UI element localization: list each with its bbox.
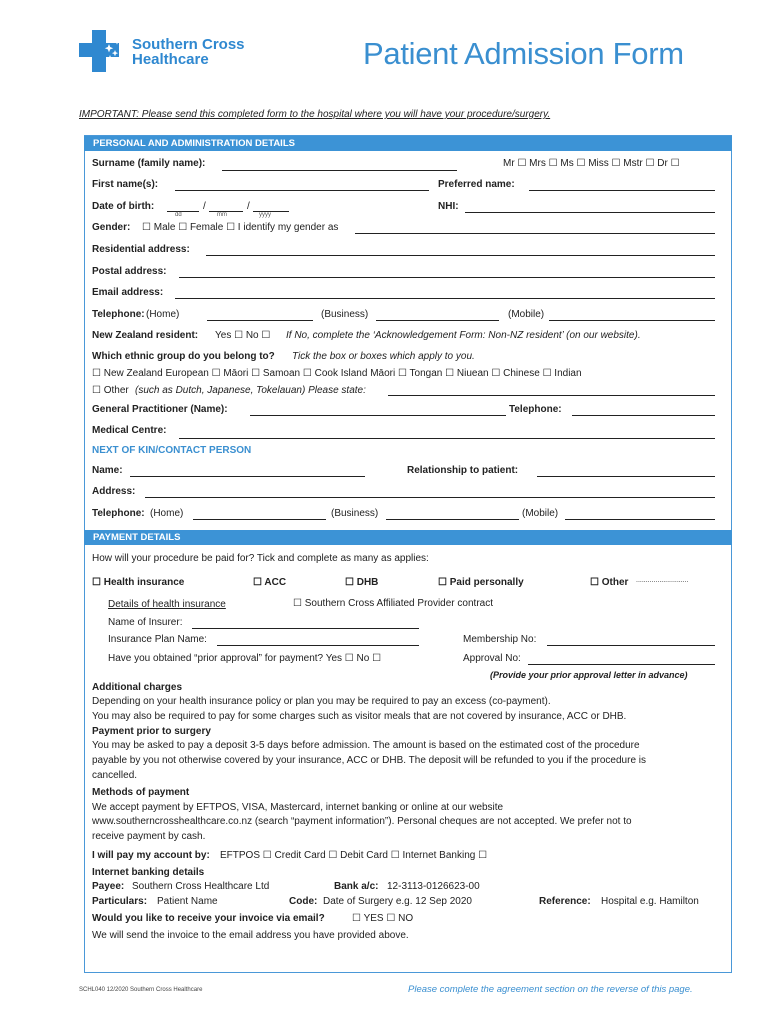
ethnic-other-note: (such as Dutch, Japanese, Tokelauan) Please state: <box>135 385 366 396</box>
gender-options[interactable]: ☐ Male ☐ Female ☐ I identify my gender as <box>142 222 339 233</box>
dob-yyyy-hint: yyyy <box>259 212 271 218</box>
gp-telephone-field[interactable] <box>572 415 715 416</box>
gender-label: Gender: <box>92 222 131 233</box>
kin-telephone-business-field[interactable] <box>386 519 519 520</box>
gp-name-field[interactable] <box>250 415 506 416</box>
invoice-email-options[interactable]: ☐ YES ☐ NO <box>352 913 414 924</box>
gp-telephone-label: Telephone: <box>509 404 562 415</box>
preferred-name-field[interactable] <box>529 190 715 191</box>
dob-dd-hint: dd <box>175 212 182 218</box>
surname-label: Surname (family name): <box>92 158 206 169</box>
cross-logo-icon <box>79 30 125 72</box>
code-value: Date of Surgery e.g. 12 Sep 2020 <box>323 896 472 907</box>
dob-day-field[interactable] <box>167 211 199 212</box>
bank-account-value: 12-3113-0126623-00 <box>387 881 480 892</box>
logo <box>79 30 125 72</box>
reference-value: Hospital e.g. Hamilton <box>601 896 699 907</box>
important-note: IMPORTANT: Please send this completed form to the hospital where you will have your procedure/surgery. <box>79 109 551 120</box>
telephone-mobile-label: (Mobile) <box>508 309 545 320</box>
kin-address-field[interactable] <box>145 497 715 498</box>
dob-separator: / <box>247 201 250 212</box>
ethnic-other-option[interactable]: ☐ Other <box>92 385 129 396</box>
kin-address-label: Address: <box>92 486 136 497</box>
invoice-email-note: We will send the invoice to the email address you have provided above. <box>92 930 409 941</box>
payment-option-health-insurance[interactable]: ☐ Health insurance <box>92 577 185 588</box>
section-heading-payment: PAYMENT DETAILS <box>84 530 732 545</box>
ethnic-group-label: Which ethnic group do you belong to? <box>92 351 275 362</box>
payment-prior-text: cancelled. <box>92 770 138 781</box>
kin-telephone-mobile-label: (Mobile) <box>522 508 559 519</box>
kin-telephone-mobile-field[interactable] <box>565 519 715 520</box>
gp-name-label: General Practitioner (Name): <box>92 404 228 415</box>
nz-resident-label: New Zealand resident: <box>92 330 199 341</box>
payee-value: Southern Cross Healthcare Ltd <box>132 881 270 892</box>
telephone-business-label: (Business) <box>321 309 369 320</box>
dob-separator: / <box>203 201 206 212</box>
ethnic-other-field[interactable] <box>388 395 715 396</box>
kin-relationship-label: Relationship to patient: <box>407 465 519 476</box>
nhi-field[interactable] <box>465 212 715 213</box>
insurer-name-field[interactable] <box>192 628 419 629</box>
payment-question: How will your procedure be paid for? Tick and complete as many as applies: <box>92 553 429 564</box>
payee-label: Payee: <box>92 881 125 892</box>
insurer-name-label: Name of Insurer: <box>108 617 183 628</box>
payment-other-field[interactable]: ........................... <box>636 577 689 584</box>
particulars-label: Particulars: <box>92 896 148 907</box>
section-heading-personal: PERSONAL AND ADMINISTRATION DETAILS <box>84 136 732 151</box>
telephone-mobile-field[interactable] <box>549 320 715 321</box>
payment-prior-heading: Payment prior to surgery <box>92 726 211 737</box>
methods-text: www.southerncrosshealthcare.co.nz (search “payment information”). Personal cheques are not accepted. We prefer not to <box>92 816 632 827</box>
kin-telephone-business-label: (Business) <box>331 508 379 519</box>
email-address-label: Email address: <box>92 287 164 298</box>
first-names-label: First name(s): <box>92 179 159 190</box>
footer-note: Please complete the agreement section on the reverse of this page. <box>408 984 693 995</box>
prior-approval-question[interactable]: Have you obtained “prior approval” for payment? Yes ☐ No ☐ <box>108 653 382 664</box>
methods-text: We accept payment by EFTPOS, VISA, Mastercard, internet banking or online at our website <box>92 802 504 813</box>
nhi-label: NHI: <box>438 201 459 212</box>
membership-number-label: Membership No: <box>463 634 537 645</box>
kin-relationship-field[interactable] <box>537 476 715 477</box>
kin-name-field[interactable] <box>130 476 365 477</box>
membership-number-field[interactable] <box>547 645 715 646</box>
kin-telephone-home-field[interactable] <box>193 519 326 520</box>
code-label: Code: <box>289 896 318 907</box>
kin-telephone-home-label: (Home) <box>150 508 184 519</box>
brand-line1: Southern Cross <box>132 36 245 53</box>
section-heading-kin: NEXT OF KIN/CONTACT PERSON <box>92 445 252 456</box>
payment-prior-text: You may be asked to pay a deposit 3-5 days before admission. The amount is based on the estimated cost of the procedure <box>92 740 640 751</box>
payment-option-acc[interactable]: ☐ ACC <box>253 577 287 588</box>
ethnic-group-options[interactable]: ☐ New Zealand European ☐ Māori ☐ Samoan ☐ Cook Island Māori ☐ Tongan ☐ Niuean ☐ Chinese ☐ Indian <box>92 368 582 379</box>
preferred-name-label: Preferred name: <box>438 179 515 190</box>
payment-option-dhb[interactable]: ☐ DHB <box>345 577 379 588</box>
affiliated-provider-checkbox[interactable]: ☐ Southern Cross Affiliated Provider contract <box>293 598 493 609</box>
title-checkboxes[interactable]: Mr ☐ Mrs ☐ Ms ☐ Miss ☐ Mstr ☐ Dr ☐ <box>503 158 680 169</box>
approval-number-label: Approval No: <box>463 653 521 664</box>
additional-charges-heading: Additional charges <box>92 682 183 693</box>
reference-label: Reference: <box>539 896 591 907</box>
additional-charges-text: Depending on your health insurance policy or plan you may be required to pay an excess (co-payment). <box>92 696 551 707</box>
brand-name <box>132 37 245 67</box>
postal-address-label: Postal address: <box>92 266 167 277</box>
banking-heading: Internet banking details <box>92 867 205 878</box>
particulars-value: Patient Name <box>157 896 218 907</box>
insurance-plan-label: Insurance Plan Name: <box>108 634 207 645</box>
first-names-field[interactable] <box>175 190 429 191</box>
telephone-business-field[interactable] <box>376 320 499 321</box>
payment-prior-text: payable by you not otherwise covered by your insurance, ACC or DHB. The deposit will be refunded to you if the procedure is <box>92 755 647 766</box>
email-address-field[interactable] <box>175 298 715 299</box>
medical-centre-field[interactable] <box>179 438 715 439</box>
telephone-home-field[interactable] <box>207 320 313 321</box>
approval-number-field[interactable] <box>528 664 715 665</box>
dob-mm-hint: mm <box>217 212 227 218</box>
medical-centre-label: Medical Centre: <box>92 425 167 436</box>
nz-resident-options[interactable]: Yes ☐ No ☐ <box>215 330 271 341</box>
methods-heading: Methods of payment <box>92 787 190 798</box>
insurance-plan-field[interactable] <box>217 645 419 646</box>
kin-telephone-label: Telephone: <box>92 508 145 519</box>
payment-option-paid-personally[interactable]: ☐ Paid personally <box>438 577 524 588</box>
invoice-email-question: Would you like to receive your invoice via email? <box>92 913 325 924</box>
pay-account-label: I will pay my account by: <box>92 850 210 861</box>
gender-identity-field[interactable] <box>355 233 715 234</box>
approval-letter-note: (Provide your prior approval letter in advance) <box>490 670 688 680</box>
footer-code: SCHL040 12/2020 Southern Cross Healthcare <box>79 987 203 993</box>
nz-resident-note: If No, complete the ‘Acknowledgement Form: Non-NZ resident’ (on our website). <box>286 330 641 341</box>
page-title: Patient Admission Form <box>363 36 684 71</box>
surname-field[interactable] <box>222 170 457 171</box>
bank-account-label: Bank a/c: <box>334 881 379 892</box>
telephone-label: Telephone: <box>92 309 145 320</box>
ethnic-group-note: Tick the box or boxes which apply to you. <box>292 351 475 362</box>
methods-text: receive payment by cash. <box>92 831 206 842</box>
brand-line2: Healthcare <box>132 51 209 68</box>
residential-address-field[interactable] <box>206 255 715 256</box>
kin-name-label: Name: <box>92 465 123 476</box>
residential-address-label: Residential address: <box>92 244 190 255</box>
pay-account-options[interactable]: EFTPOS ☐ Credit Card ☐ Debit Card ☐ Internet Banking ☐ <box>220 850 488 861</box>
telephone-home-label: (Home) <box>146 309 180 320</box>
payment-option-other[interactable]: ☐ Other <box>590 577 629 588</box>
health-insurance-details-heading: Details of health insurance <box>108 599 226 610</box>
dob-label: Date of birth: <box>92 201 155 212</box>
additional-charges-text: You may also be required to pay for some charges such as visitor meals that are not covered by insurance, ACC or DHB. <box>92 711 627 722</box>
postal-address-field[interactable] <box>179 277 715 278</box>
